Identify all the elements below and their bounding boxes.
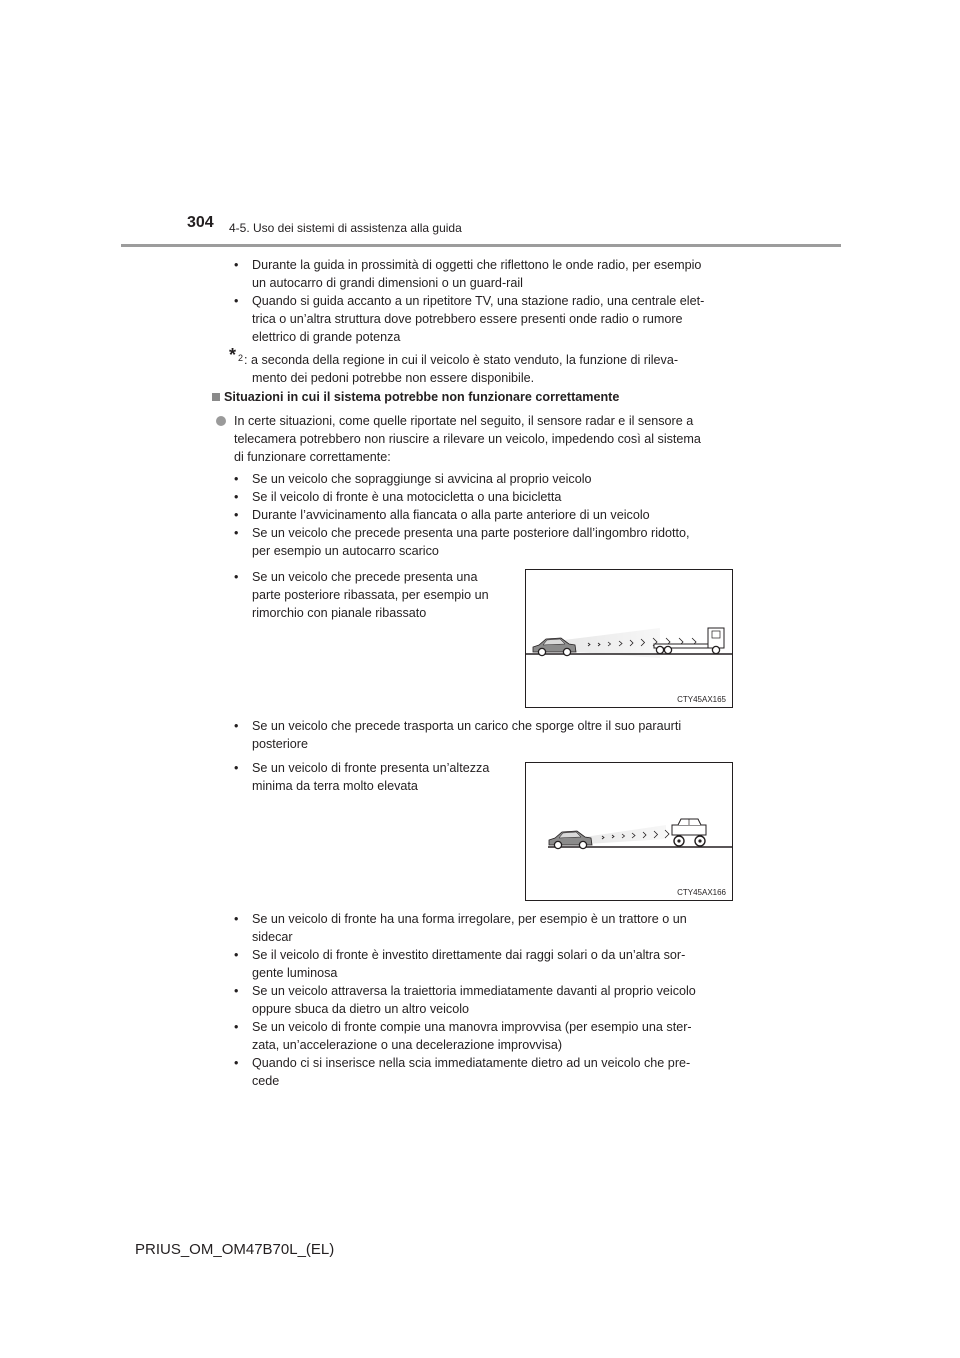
list-item-line: Se un veicolo che precede presenta una <box>252 570 478 584</box>
square-bullet-icon <box>212 393 220 401</box>
list-item-line: zata, un’accelerazione o una decelerazione improvvisa) <box>252 1038 563 1052</box>
list-item <box>234 470 767 488</box>
figure-low-trailer <box>525 569 733 708</box>
list-item <box>234 524 767 560</box>
bullet-glyph: • <box>234 912 239 926</box>
circle-item-line: telecamera potrebbero non riuscire a rilevare un veicolo, impedendo così al sistema <box>234 432 701 446</box>
section-heading-text: Situazioni in cui il sistema potrebbe non funzionare correttamente <box>224 390 620 404</box>
list-item-line: cede <box>252 1074 280 1088</box>
section-title: 4-5. Uso dei sistemi di assistenza alla guida <box>229 221 462 235</box>
document-code: PRIUS_OM_OM47B70L_(EL) <box>135 1241 335 1258</box>
bullet-glyph: • <box>234 472 239 486</box>
list-item <box>234 1018 767 1054</box>
circle-item-line: In certe situazioni, come quelle riportate nel seguito, il sensore radar e il sensore a <box>234 414 694 428</box>
page-number: 304 <box>187 214 214 231</box>
bullet-glyph: • <box>234 570 239 584</box>
bullet-glyph: • <box>234 948 239 962</box>
list-item-line: Durante la guida in prossimità di oggetti che riflettono le onde radio, per esempio <box>252 258 702 272</box>
footnote-star: * <box>229 345 237 365</box>
list-item <box>234 568 517 622</box>
circle-item-line: di funzionare correttamente: <box>234 450 391 464</box>
list-item-line: sidecar <box>252 930 293 944</box>
list-item <box>234 982 767 1018</box>
list-item-line: Se un veicolo di fronte compie una manovra improvvisa (per esempio una ster- <box>252 1020 692 1034</box>
figure-caption: CTY45AX166 <box>677 888 726 897</box>
figure-caption: CTY45AX165 <box>677 695 726 704</box>
bullet-glyph: • <box>234 490 239 504</box>
list-item-line: Se un veicolo attraversa la traiettoria immediatamente davanti al proprio veicolo <box>252 984 696 998</box>
list-item <box>234 292 767 346</box>
list-item <box>234 910 767 946</box>
list-item-line: oppure sbuca da dietro un altro veicolo <box>252 1002 470 1016</box>
low-trailer-illustration <box>526 570 732 707</box>
circle-item <box>234 412 745 466</box>
list-item-line: Se un veicolo che precede presenta una parte posteriore dall’ingombro ridotto, <box>252 526 690 540</box>
bullet-glyph: • <box>234 1020 239 1034</box>
figure-high-clearance <box>525 762 733 901</box>
section-heading <box>212 390 619 404</box>
list-item-line: rimorchio con pianale ribassato <box>252 606 427 620</box>
list-item <box>234 717 767 753</box>
circle-bullet-icon <box>216 416 226 426</box>
list-item-line: Durante l’avvicinamento alla fiancata o alla parte anteriore di un veicolo <box>252 508 650 522</box>
list-item-line: Quando ci si inserisce nella scia immediatamente dietro ad un veicolo che pre- <box>252 1056 691 1070</box>
list-item-line: Se un veicolo di fronte presenta un’altezza <box>252 761 490 775</box>
list-item-line: minima da terra molto elevata <box>252 779 418 793</box>
footnote-line: mento dei pedoni potrebbe non essere disponibile. <box>252 371 535 385</box>
bullet-glyph: • <box>234 761 239 775</box>
list-item <box>234 1054 767 1090</box>
list-item <box>234 946 767 982</box>
list-item-line: Se il veicolo di fronte è una motocicletta o una bicicletta <box>252 490 562 504</box>
bullet-glyph: • <box>234 719 239 733</box>
bullet-glyph: • <box>234 294 239 308</box>
header-rule <box>121 244 841 247</box>
list-item-line: gente luminosa <box>252 966 338 980</box>
footnote-text <box>244 351 745 387</box>
list-item-line: Se un veicolo che precede trasporta un carico che sporge oltre il suo paraurti <box>252 719 682 733</box>
bullet-glyph: • <box>234 258 239 272</box>
list-item-line: trica o un’altra struttura dove potrebbero essere presenti onde radio o rumore <box>252 312 683 326</box>
list-item <box>234 759 517 795</box>
list-item-line: Se un veicolo che sopraggiunge si avvicina al proprio veicolo <box>252 472 592 486</box>
bullet-glyph: • <box>234 1056 239 1070</box>
list-item-line: parte posteriore ribassata, per esempio un <box>252 588 489 602</box>
list-item <box>234 488 767 506</box>
list-item-line: Se un veicolo di fronte ha una forma irregolare, per esempio è un trattore o un <box>252 912 687 926</box>
list-item <box>234 256 767 292</box>
list-item <box>234 506 767 524</box>
bullet-glyph: • <box>234 508 239 522</box>
list-item-line: Se il veicolo di fronte è investito direttamente dai raggi solari o da un’altra sor- <box>252 948 686 962</box>
list-item-line: un autocarro di grandi dimensioni o un guard-rail <box>252 276 523 290</box>
list-item-line: posteriore <box>252 737 309 751</box>
list-item-line: per esempio un autocarro scarico <box>252 544 439 558</box>
high-clearance-illustration <box>526 763 732 900</box>
bullet-glyph: • <box>234 526 239 540</box>
list-item-line: Quando si guida accanto a un ripetitore TV, una stazione radio, una centrale elet- <box>252 294 705 308</box>
footnote-line: : a seconda della regione in cui il veicolo è stato venduto, la funzione di rileva- <box>244 353 679 367</box>
list-item-line: elettrico di grande potenza <box>252 330 401 344</box>
footnote-mark: 2 <box>238 353 244 363</box>
bullet-glyph: • <box>234 984 239 998</box>
